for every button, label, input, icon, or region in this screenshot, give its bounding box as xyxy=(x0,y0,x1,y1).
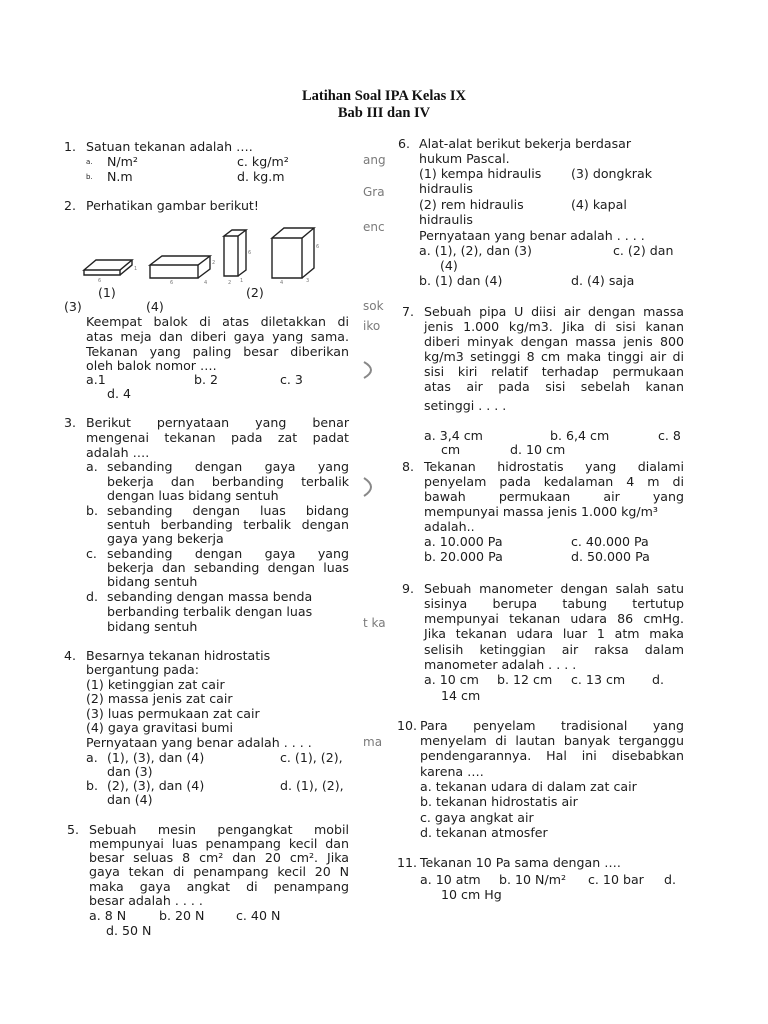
question-5-line: mempunyai luas penampang kecil dan xyxy=(89,836,349,851)
question-5-option-c: c. 40 N xyxy=(236,908,281,923)
question-3-line: Berikut pernyataan yang benar xyxy=(86,415,349,430)
question-1-option-d: d. kg.m xyxy=(237,169,285,184)
question-7-option-c: c. 8 xyxy=(658,428,681,443)
question-5-line: gaya tekan di penampang kecil 20 N xyxy=(89,864,349,879)
question-6-line: hidraulis xyxy=(419,181,473,196)
question-8-option-c: c. 40.000 Pa xyxy=(571,534,649,549)
svg-text:2: 2 xyxy=(228,280,232,286)
question-7-line: diberi minyak dengan massa jenis 800 xyxy=(424,334,684,349)
question-10-number: 10. xyxy=(397,718,418,733)
question-7-option-c: cm xyxy=(441,442,461,457)
question-9-line: Sebuah manometer dengan salah satu xyxy=(424,581,684,596)
question-7-option-b: b. 6,4 cm xyxy=(550,428,610,443)
question-5-line: besar adalah . . . . xyxy=(89,893,203,908)
question-4-number: 4. xyxy=(64,648,77,663)
question-6-line: hukum Pascal. xyxy=(419,151,510,166)
question-8-number: 8. xyxy=(402,459,415,474)
question-4-line: bergantung pada: xyxy=(86,662,199,677)
question-11-option-b: b. 10 N/m² xyxy=(499,872,567,887)
figure-label-1: (1) xyxy=(98,285,116,300)
question-10-line: Para penyelam tradisional yang xyxy=(420,718,684,733)
question-3-option-c: bekerja dan sebanding dengan luas xyxy=(107,560,349,575)
question-3-number: 3. xyxy=(64,415,77,430)
question-4-line: (3) luas permukaan zat cair xyxy=(86,706,260,721)
question-10-option-b: b. tekanan hidrostatis air xyxy=(420,794,578,809)
question-9-number: 9. xyxy=(402,581,415,596)
option-mark: a. xyxy=(86,158,93,166)
bleed-text: sok xyxy=(363,299,384,313)
question-11-text: Tekanan 10 Pa sama dengan …. xyxy=(420,855,621,870)
question-4-line: Pernyataan yang benar adalah . . . . xyxy=(86,735,312,750)
page-subtitle: Bab III dan IV xyxy=(337,105,431,121)
question-3-option-d: bidang sentuh xyxy=(107,619,198,634)
bleed-arc-icon xyxy=(360,474,384,500)
question-6-line: Alat-alat berikut bekerja berdasar xyxy=(419,136,632,151)
question-9-option-c: c. 13 cm xyxy=(571,672,626,687)
bleed-text: enc xyxy=(363,220,385,234)
question-3-option-a: dengan luas bidang sentuh xyxy=(107,488,279,503)
svg-text:3: 3 xyxy=(306,278,310,284)
question-3-option-a: sebanding dengan gaya yang xyxy=(107,459,349,474)
question-8-line: adalah.. xyxy=(424,519,475,534)
question-4-option-d: d. (1), (2), xyxy=(280,778,344,793)
question-9-line: mempunyai tekanan udara 86 cmHg. xyxy=(424,611,684,626)
question-2-number: 2. xyxy=(64,198,77,213)
question-6-option-d: d. (4) saja xyxy=(571,273,635,288)
question-3-option-b: gaya yang bekerja xyxy=(107,531,224,546)
question-1-text: Satuan tekanan adalah …. xyxy=(86,139,253,154)
question-6-line: Pernyataan yang benar adalah . . . . xyxy=(419,228,645,243)
question-1-number: 1. xyxy=(64,139,77,154)
question-6-item-2: (2) rem hidraulis xyxy=(419,197,524,212)
option-mark: b. xyxy=(86,173,93,181)
question-3-option-c: sebanding dengan gaya yang xyxy=(107,546,349,561)
question-5-option-d: d. 50 N xyxy=(106,923,152,938)
question-6-option-a: a. (1), (2), dan (3) xyxy=(419,243,532,258)
svg-text:6: 6 xyxy=(98,278,102,284)
option-mark: c. xyxy=(86,546,97,561)
question-8-option-d: d. 50.000 Pa xyxy=(571,549,650,564)
svg-text:2: 2 xyxy=(212,260,216,266)
bleed-text: ma xyxy=(363,735,383,749)
question-7-line: Sebuah pipa U diisi air dengan massa xyxy=(424,304,684,319)
question-5-line: besar seluas 8 cm² dan 20 cm². Jika xyxy=(89,850,349,865)
question-10-option-a: a. tekanan udara di dalam zat cair xyxy=(420,779,637,794)
question-4-line: (4) gaya gravitasi bumi xyxy=(86,720,234,735)
question-8-option-a: a. 10.000 Pa xyxy=(424,534,503,549)
option-mark: d. xyxy=(86,589,98,604)
question-3-line: adalah …. xyxy=(86,445,150,460)
question-6-line: hidraulis xyxy=(419,212,473,227)
question-7-line: setinggi . . . . xyxy=(424,398,507,413)
svg-text:6: 6 xyxy=(316,244,320,250)
question-7-option-a: a. 3,4 cm xyxy=(424,428,483,443)
question-10-line: karena …. xyxy=(420,764,484,779)
question-10-option-c: c. gaya angkat air xyxy=(420,810,534,825)
question-3-option-d: sebanding dengan massa benda xyxy=(107,589,313,604)
question-11-option-c: c. 10 bar xyxy=(588,872,644,887)
question-2-line: Keempat balok di atas diletakkan di xyxy=(86,314,349,329)
question-2-option-d: d. 4 xyxy=(107,386,132,401)
question-5-number: 5. xyxy=(67,822,80,837)
question-6-option-c: (4) xyxy=(440,258,458,273)
bleed-text: Gra xyxy=(363,185,385,199)
question-4-line: (2) massa jenis zat cair xyxy=(86,691,233,706)
svg-text:6: 6 xyxy=(248,250,252,256)
question-7-line: jenis 1.000 kg/m3. Jika di sisi kanan xyxy=(424,319,684,334)
question-8-line: penyelam pada kedalaman 4 m di xyxy=(424,474,684,489)
question-1-option-b: N.m xyxy=(107,169,133,184)
question-4-option-b: dan (4) xyxy=(107,792,153,807)
page-title: Latihan Soal IPA Kelas IX xyxy=(301,88,467,104)
question-7-line: kg/m3 setinggi 8 cm maka tinggi air di xyxy=(424,349,684,364)
question-4-line: Besarnya tekanan hidrostatis xyxy=(86,648,271,663)
bleed-text: t ka xyxy=(363,616,386,630)
option-mark: b. xyxy=(86,778,98,793)
question-5-option-a: a. 8 N xyxy=(89,908,127,923)
question-4-line: (1) ketinggian zat cair xyxy=(86,677,225,692)
svg-text:6: 6 xyxy=(170,280,174,286)
question-2-line: oleh balok nomor …. xyxy=(86,358,217,373)
question-10-line: menyelam di lautan banyak terganggu xyxy=(420,733,684,748)
option-mark: a. xyxy=(86,750,98,765)
blocks-figure xyxy=(80,224,342,290)
question-8-line: bawah permukaan air yang xyxy=(424,489,684,504)
question-6-item-1: (1) kempa hidraulis xyxy=(419,166,542,181)
question-3-option-b: sentuh berbanding terbalik dengan xyxy=(107,517,349,532)
question-2-line: Tekanan yang paling besar diberikan xyxy=(86,344,349,359)
question-2-text: Perhatikan gambar berikut! xyxy=(86,198,259,213)
question-3-option-b: sebanding dengan luas bidang xyxy=(107,503,349,518)
question-9-line: selisih ketinggian air raksa dalam xyxy=(424,642,684,657)
question-5-line: maka gaya angkat di penampang xyxy=(89,879,349,894)
question-1-option-c: c. kg/m² xyxy=(237,154,289,169)
question-2-option-b: b. 2 xyxy=(194,372,219,387)
svg-text:1: 1 xyxy=(134,266,138,272)
question-9-option-a: a. 10 cm xyxy=(424,672,479,687)
question-6-number: 6. xyxy=(398,136,411,151)
question-7-option-d: d. 10 cm xyxy=(510,442,566,457)
question-6-item-3: (3) dongkrak xyxy=(571,166,652,181)
question-4-option-a: (1), (3), dan (4) xyxy=(107,750,205,765)
svg-text:4: 4 xyxy=(204,280,208,286)
question-3-option-a: bekerja dan berbanding terbalik xyxy=(107,474,349,489)
question-3-line: mengenai tekanan pada zat padat xyxy=(86,430,349,445)
question-6-option-c: c. (2) dan xyxy=(613,243,674,258)
question-11-option-a: a. 10 atm xyxy=(420,872,481,887)
question-9-line: manometer adalah . . . . xyxy=(424,657,577,672)
question-9-option-b: b. 12 cm xyxy=(497,672,553,687)
question-11-option-d: 10 cm Hg xyxy=(441,887,502,902)
question-9-option-d: d. xyxy=(652,672,664,687)
question-11-number: 11. xyxy=(397,855,418,870)
question-8-option-b: b. 20.000 Pa xyxy=(424,549,503,564)
question-6-item-4: (4) kapal xyxy=(571,197,627,212)
figure-label-4: (4) xyxy=(146,299,164,314)
question-6-option-b: b. (1) dan (4) xyxy=(419,273,503,288)
bleed-text: ang xyxy=(363,153,386,167)
figure-label-2: (2) xyxy=(246,285,264,300)
bleed-arc-icon xyxy=(360,358,384,382)
question-9-line: sisinya berupa tabung tertutup xyxy=(424,596,684,611)
question-10-line: pendengarannya. Hal ini disebabkan xyxy=(420,748,684,763)
question-5-line: Sebuah mesin pengangkat mobil xyxy=(89,822,349,837)
question-4-option-c: c. (1), (2), xyxy=(280,750,343,765)
question-3-option-c: bidang sentuh xyxy=(107,574,198,589)
option-mark: a. xyxy=(86,459,98,474)
question-4-option-b: (2), (3), dan (4) xyxy=(107,778,205,793)
question-8-line: Tekanan hidrostatis yang dialami xyxy=(424,459,684,474)
question-2-option-a: a.1 xyxy=(86,372,106,387)
question-10-option-d: d. tekanan atmosfer xyxy=(420,825,548,840)
question-9-line: Jika tekanan udara luar 1 atm maka xyxy=(424,626,684,641)
question-2-option-c: c. 3 xyxy=(280,372,303,387)
question-11-option-d: d. xyxy=(664,872,676,887)
svg-text:4: 4 xyxy=(280,280,284,286)
question-2-line: atas meja dan diberi gaya yang sama. xyxy=(86,329,349,344)
question-5-option-b: b. 20 N xyxy=(159,908,205,923)
svg-text:1: 1 xyxy=(240,278,244,284)
question-4-option-a: dan (3) xyxy=(107,764,153,779)
figure-label-3: (3) xyxy=(64,299,82,314)
bleed-text: iko xyxy=(363,319,381,333)
question-7-line: sisi kiri relatif terhadap permukaan xyxy=(424,364,684,379)
question-1-option-a: N/m² xyxy=(107,154,138,169)
question-7-line: atas air pada sisi sebelah kanan xyxy=(424,379,684,394)
question-7-number: 7. xyxy=(402,304,415,319)
option-mark: b. xyxy=(86,503,98,518)
question-8-line: mempunyai massa jenis 1.000 kg/m³ xyxy=(424,504,658,519)
question-9-option-d: 14 cm xyxy=(441,688,481,703)
question-3-option-d: berbanding terbalik dengan luas xyxy=(107,604,313,619)
